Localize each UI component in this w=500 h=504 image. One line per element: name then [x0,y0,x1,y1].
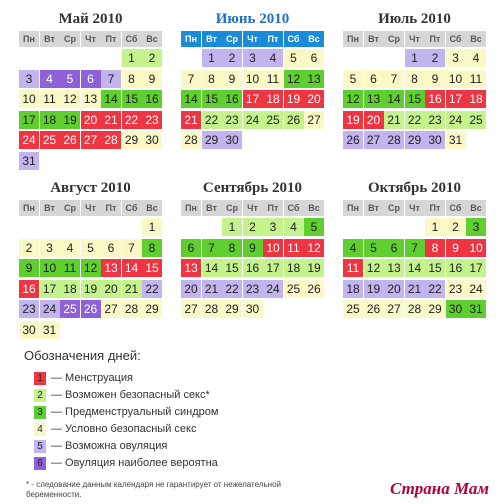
day-cell[interactable]: 20 [101,280,121,298]
day-cell[interactable]: 1 [142,218,162,236]
day-cell[interactable]: 30 [19,321,39,339]
weekday-label: Пн [19,31,39,47]
day-cell[interactable]: 6 [81,70,101,88]
weekday-header [181,200,324,216]
weekday-label: Ср [384,31,404,47]
day-cell[interactable]: 24 [40,300,60,318]
day-cell[interactable]: 4 [466,49,486,67]
day-cell[interactable]: 16 [446,259,466,277]
month-calendar [181,11,324,147]
day-cell[interactable]: 28 [202,300,222,318]
day-cell[interactable]: 1 [405,49,425,67]
month-title: Июнь 2010 [215,11,290,27]
weekday-label: Сб [446,31,466,47]
day-cell[interactable]: 30 [222,131,242,149]
day-cell[interactable]: 8 [142,239,162,257]
day-cell[interactable]: 29 [425,300,445,318]
weekday-label: Вс [466,31,486,47]
day-cell[interactable]: 22 [122,111,142,129]
legend-swatch: 6 [34,457,46,470]
day-cell[interactable]: 5 [343,70,363,88]
weekday-label: Пн [181,200,201,216]
weekday-header [343,31,486,47]
day-cell[interactable]: 16 [222,90,242,108]
day-cell[interactable]: 5 [81,239,101,257]
weekday-label: Вт [40,200,60,216]
day-cell[interactable]: 30 [243,300,263,318]
weekday-label: Вс [142,200,162,216]
day-cell[interactable]: 27 [384,300,404,318]
month-title: Август 2010 [50,180,131,196]
weekday-label: Чт [405,31,425,47]
day-cell[interactable]: 16 [142,90,162,108]
day-cell[interactable]: 15 [202,90,222,108]
day-cell[interactable]: 24 [243,111,263,129]
day-cell[interactable]: 31 [40,321,60,339]
day-cell[interactable]: 15 [405,90,425,108]
day-cell[interactable]: 28 [384,131,404,149]
weekday-label: Чт [81,31,101,47]
days-grid [19,218,162,342]
day-cell[interactable]: 26 [304,280,324,298]
day-cell[interactable]: 17 [40,280,60,298]
day-cell[interactable]: 12 [304,239,324,257]
day-cell[interactable]: 25 [343,300,363,318]
day-cell[interactable]: 15 [122,90,142,108]
day-cell[interactable]: 9 [222,70,242,88]
day-cell[interactable]: 3 [19,70,39,88]
days-grid [343,49,486,173]
legend [24,348,344,469]
day-cell[interactable]: 8 [222,239,242,257]
day-cell[interactable]: 21 [181,111,201,129]
day-cell[interactable]: 18 [60,280,80,298]
day-cell[interactable]: 13 [81,90,101,108]
day-cell[interactable]: 31 [466,300,486,318]
day-cell[interactable]: 27 [101,300,121,318]
day-cell[interactable]: 28 [405,300,425,318]
legend-label: — Предменструальный синдром [51,406,219,418]
day-cell[interactable]: 19 [304,259,324,277]
day-cell[interactable]: 24 [263,280,283,298]
day-cell[interactable]: 26 [343,131,363,149]
weekday-label: Вт [202,200,222,216]
day-cell[interactable]: 18 [466,90,486,108]
day-cell[interactable]: 10 [263,239,283,257]
legend-item-conditional-safe [34,423,334,437]
day-cell[interactable]: 1 [202,49,222,67]
day-cell[interactable]: 22 [405,111,425,129]
day-cell[interactable]: 14 [405,259,425,277]
day-cell[interactable]: 8 [122,70,142,88]
legend-swatch: 5 [34,440,46,453]
day-cell[interactable]: 15 [222,259,242,277]
day-cell[interactable]: 25 [60,300,80,318]
month-calendar [343,11,486,147]
legend-item-menstruation [34,372,334,386]
weekday-label: Вс [466,200,486,216]
day-cell[interactable]: 7 [181,70,201,88]
day-cell[interactable]: 17 [466,259,486,277]
day-cell[interactable]: 23 [243,280,263,298]
day-cell[interactable]: 14 [384,90,404,108]
weekday-label: Ср [384,200,404,216]
day-cell[interactable]: 17 [243,90,263,108]
day-cell[interactable]: 6 [101,239,121,257]
day-cell[interactable]: 3 [263,218,283,236]
day-cell[interactable]: 3 [446,49,466,67]
day-cell[interactable]: 23 [142,111,162,129]
day-cell[interactable]: 5 [284,49,304,67]
weekday-label: Вт [364,31,384,47]
day-cell[interactable]: 12 [343,90,363,108]
days-grid [19,49,162,173]
day-cell[interactable]: 19 [284,90,304,108]
day-cell[interactable]: 30 [425,131,445,149]
day-cell[interactable]: 18 [284,259,304,277]
day-cell[interactable]: 7 [122,239,142,257]
day-cell[interactable]: 17 [446,90,466,108]
day-cell[interactable]: 21 [384,111,404,129]
weekday-label: Сб [446,200,466,216]
legend-label: — Возможна овуляция [51,440,168,452]
day-cell[interactable]: 2 [222,49,242,67]
day-cell[interactable]: 2 [142,49,162,67]
day-cell[interactable]: 20 [384,280,404,298]
day-cell[interactable]: 9 [243,239,263,257]
day-cell[interactable]: 14 [122,259,142,277]
day-cell[interactable]: 18 [343,280,363,298]
days-grid [181,49,324,173]
weekday-label: Сб [284,31,304,47]
day-cell[interactable]: 22 [202,111,222,129]
weekday-label: Вт [364,200,384,216]
weekday-label: Пт [425,200,445,216]
day-cell[interactable]: 1 [425,218,445,236]
day-cell[interactable]: 18 [40,111,60,129]
day-cell[interactable]: 1 [122,49,142,67]
day-cell[interactable]: 7 [384,70,404,88]
day-cell[interactable]: 11 [60,259,80,277]
day-cell[interactable]: 6 [181,239,201,257]
day-cell[interactable]: 7 [101,70,121,88]
month-calendar [19,11,162,168]
legend-swatch: 4 [34,423,46,436]
day-cell[interactable]: 13 [364,90,384,108]
day-cell[interactable]: 19 [81,280,101,298]
day-cell[interactable]: 22 [142,280,162,298]
weekday-label: Сб [122,200,142,216]
day-cell[interactable]: 23 [19,300,39,318]
day-cell[interactable]: 9 [425,70,445,88]
weekday-header [343,200,486,216]
day-cell[interactable]: 10 [243,70,263,88]
day-cell[interactable]: 27 [304,111,324,129]
day-cell[interactable]: 21 [101,111,121,129]
day-cell[interactable]: 13 [101,259,121,277]
weekday-label: Вс [142,31,162,47]
day-cell[interactable]: 12 [81,259,101,277]
day-cell[interactable]: 21 [202,280,222,298]
day-cell[interactable]: 27 [181,300,201,318]
day-cell[interactable]: 20 [364,111,384,129]
day-cell[interactable]: 18 [263,90,283,108]
day-cell[interactable]: 19 [343,111,363,129]
day-cell[interactable]: 2 [425,49,445,67]
day-cell[interactable]: 13 [384,259,404,277]
day-cell[interactable]: 4 [284,218,304,236]
legend-swatch: 3 [34,406,46,419]
day-cell[interactable]: 25 [263,111,283,129]
day-cell[interactable]: 24 [446,111,466,129]
day-cell[interactable]: 26 [284,111,304,129]
day-cell[interactable]: 11 [284,239,304,257]
month-title: Октябрь 2010 [367,180,462,196]
day-cell[interactable]: 8 [405,70,425,88]
month-calendar [19,180,162,337]
month-title: Май 2010 [58,11,123,27]
day-cell[interactable]: 1 [222,218,242,236]
day-cell[interactable]: 11 [466,70,486,88]
weekday-label: Чт [81,200,101,216]
day-cell[interactable]: 22 [222,280,242,298]
day-cell[interactable]: 19 [364,280,384,298]
weekday-label: Ср [60,200,80,216]
day-cell[interactable]: 25 [284,280,304,298]
weekday-label: Пт [425,31,445,47]
weekday-label: Пт [263,200,283,216]
legend-label: — Условно безопасный секс [51,423,197,435]
day-cell[interactable]: 11 [343,259,363,277]
weekday-label: Ср [60,31,80,47]
legend-item-safe-sex [34,389,334,403]
day-cell[interactable]: 30 [142,131,162,149]
day-cell[interactable]: 4 [263,49,283,67]
legend-label: — Овуляция наиболее вероятна [51,457,218,469]
day-cell[interactable]: 9 [142,70,162,88]
day-cell[interactable]: 4 [60,239,80,257]
day-cell[interactable]: 7 [202,239,222,257]
day-cell[interactable]: 23 [222,111,242,129]
day-cell[interactable]: 21 [405,280,425,298]
day-cell[interactable]: 3 [40,239,60,257]
day-cell[interactable]: 25 [40,131,60,149]
day-cell[interactable]: 9 [19,259,39,277]
weekday-label: Вс [304,31,324,47]
weekday-label: Пн [343,31,363,47]
weekday-label: Чт [243,200,263,216]
day-cell[interactable]: 4 [40,70,60,88]
day-cell[interactable]: 13 [304,70,324,88]
weekday-label: Сб [122,31,142,47]
day-cell[interactable]: 19 [60,111,80,129]
weekday-header [181,31,324,47]
month-calendar [343,180,486,316]
day-cell[interactable]: 26 [81,300,101,318]
weekday-label: Ср [222,31,242,47]
weekday-label: Вт [40,31,60,47]
day-cell[interactable]: 3 [466,218,486,236]
day-cell[interactable]: 20 [304,90,324,108]
weekday-label: Чт [405,200,425,216]
weekday-label: Вт [202,31,222,47]
day-cell[interactable]: 20 [181,280,201,298]
day-cell[interactable]: 12 [284,70,304,88]
day-cell[interactable]: 29 [222,300,242,318]
day-cell[interactable]: 11 [263,70,283,88]
day-cell[interactable]: 17 [19,111,39,129]
month-title: Сентябрь 2010 [202,180,303,196]
day-cell[interactable]: 29 [122,131,142,149]
day-cell[interactable]: 2 [19,239,39,257]
day-cell[interactable]: 23 [425,111,445,129]
day-cell[interactable]: 27 [81,131,101,149]
day-cell[interactable]: 5 [60,70,80,88]
day-cell[interactable]: 23 [446,280,466,298]
legend-label: — Менструация [51,372,133,384]
day-cell[interactable]: 15 [425,259,445,277]
day-cell[interactable]: 28 [101,131,121,149]
day-cell[interactable]: 13 [181,259,201,277]
legend-swatch: 1 [34,372,46,385]
weekday-label: Пн [19,200,39,216]
footnote: * - следование данным календаря не гарантирует от нежелательной беременности. [26,480,281,499]
weekday-label: Пт [101,31,121,47]
month-title: Июль 2010 [378,11,451,27]
day-cell[interactable]: 16 [19,280,39,298]
day-cell[interactable]: 26 [364,300,384,318]
day-cell[interactable]: 12 [60,90,80,108]
day-cell[interactable]: 31 [19,152,39,170]
day-cell[interactable]: 16 [425,90,445,108]
day-cell[interactable]: 14 [181,90,201,108]
day-cell[interactable]: 17 [263,259,283,277]
month-calendar [181,180,324,316]
weekday-label: Пн [343,200,363,216]
day-cell[interactable]: 14 [202,259,222,277]
day-cell[interactable]: 5 [304,218,324,236]
day-cell[interactable]: 21 [122,280,142,298]
day-cell[interactable]: 12 [364,259,384,277]
legend-title: Обозначения дней: [24,348,141,363]
day-cell[interactable]: 20 [81,111,101,129]
day-cell[interactable]: 24 [19,131,39,149]
day-cell[interactable]: 22 [425,280,445,298]
legend-item-ovulation-likely [34,457,334,471]
day-cell[interactable]: 15 [142,259,162,277]
day-cell[interactable]: 10 [19,90,39,108]
weekday-label: Пт [263,31,283,47]
day-cell[interactable]: 14 [101,90,121,108]
days-grid [181,218,324,342]
day-cell[interactable]: 29 [405,131,425,149]
legend-label: — Возможен безопасный секс* [51,389,210,401]
day-cell[interactable]: 8 [425,239,445,257]
day-cell[interactable]: 10 [40,259,60,277]
legend-swatch: 2 [34,389,46,402]
day-cell[interactable]: 4 [343,239,363,257]
day-cell[interactable]: 26 [60,131,80,149]
day-cell[interactable]: 7 [405,239,425,257]
legend-item-pms [34,406,334,420]
day-cell[interactable]: 9 [446,239,466,257]
day-cell[interactable]: 27 [364,131,384,149]
weekday-label: Ср [222,200,242,216]
day-cell[interactable]: 10 [446,70,466,88]
day-cell[interactable]: 29 [142,300,162,318]
day-cell[interactable]: 24 [466,280,486,298]
day-cell[interactable]: 2 [243,218,263,236]
day-cell[interactable]: 28 [122,300,142,318]
weekday-header [19,31,162,47]
day-cell[interactable]: 28 [181,131,201,149]
day-cell[interactable]: 6 [384,239,404,257]
day-cell[interactable]: 6 [364,70,384,88]
weekday-header [19,200,162,216]
day-cell[interactable]: 8 [202,70,222,88]
weekday-label: Вс [304,200,324,216]
day-cell[interactable]: 30 [446,300,466,318]
days-grid [343,218,486,342]
day-cell[interactable]: 31 [446,131,466,149]
day-cell[interactable]: 5 [364,239,384,257]
weekday-label: Сб [284,200,304,216]
day-cell[interactable]: 29 [202,131,222,149]
day-cell[interactable]: 25 [466,111,486,129]
day-cell[interactable]: 11 [40,90,60,108]
day-cell[interactable]: 3 [243,49,263,67]
weekday-label: Пн [181,31,201,47]
weekday-label: Пт [101,200,121,216]
weekday-label: Чт [243,31,263,47]
legend-item-ovulation-possible [34,440,334,454]
day-cell[interactable]: 6 [304,49,324,67]
day-cell[interactable]: 16 [243,259,263,277]
day-cell[interactable]: 2 [446,218,466,236]
site-watermark: Страна Мам [390,479,490,498]
day-cell[interactable]: 10 [466,239,486,257]
